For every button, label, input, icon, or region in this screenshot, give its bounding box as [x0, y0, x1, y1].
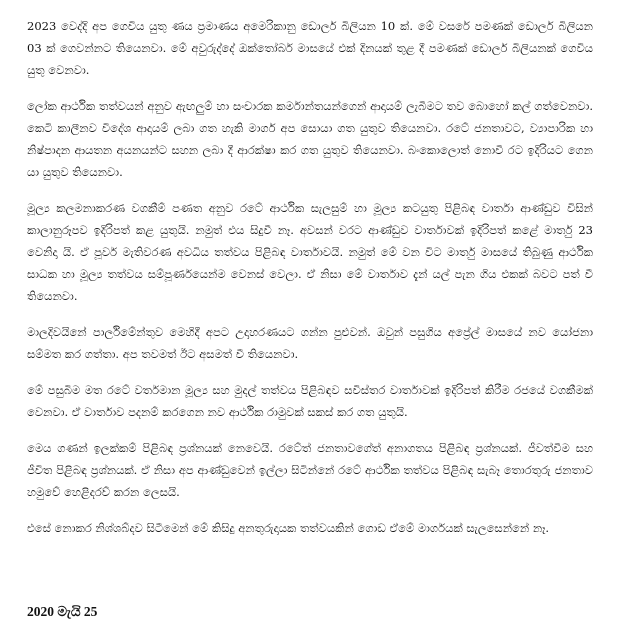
paragraph-government-responsibility: මේ පසුබිම මත රටේ වර්තමාන මූල්‍ය සහ මුදල් තත්වය පිළිබඳව සවිස්තර වාර්තාවක් ඉදිරිපත් කිරීම රජයේ වගකීමක් වෙනවා. ඒ වාර්තාව පදනම් කරගෙන නව ආර්ථික රාමුවක් සකස් කර ගත යුතුයි.	[27, 383, 593, 419]
paragraph-closing: එසේ නොකර නිශ්ශබ්දව සිටීමෙන් මේ කිසිදු අනතුරුදායක තත්වයකින් ගොඩ ඒමේ මාර්ගයක් සැලසෙන්නේ නෑ.	[27, 521, 550, 535]
paragraph-public-question: මෙය ගණන් ඉලක්කම් පිළිබඳ ප්‍රශ්නයක් නෙවෙයි. රටේත් ජනතාවගේත් අනාගතය පිළිබඳ ප්‍රශ්නයක්. ජීවත්වීම සහ ජීවිත පිළිබඳ ප්‍රශ්නයක්. ඒ නිසා අප ආණ්ඩුවෙන් ඉල්ලා සිටින්නේ රටේ ආර්ථික තත්වය පිළිබඳ සැබෑ තොරතුරු ජනතාව හමුවේ හෙළිදරව් කරන ලෙසයි.	[27, 441, 593, 499]
paragraph-foreign-income: ලෝක ආර්ථික තත්වයන් අනුව ඇඟලුම් හා සංචාරක කර්මාන්තයන්ගෙන් ආදායම් ලැබීමට තව බොහෝ කල් ගත්වෙනවා. කෙටි කාලීනව විදේශ ආදායම් ලබා ගත හැකි මාර්ග අප සොයා ගත යුතුව තියෙනවා. රටේ ජනතාවට, ව්‍යාපාරික හා නිෂ්පාදන ආයතන අයනයන්ට සහන ලබා දී ආරක්ෂා කර ගත යුතුව තියෙනවා. බංකොලොත් නොවී රට ඉදිරියට ගෙන යා යුතුව තියෙනවා.	[27, 99, 593, 179]
document-date: 2020 මැයි 25	[27, 604, 98, 619]
paragraph-fiscal-reports: මූල්‍ය කලමනාකරණ වගකීම් පණත අනුව රටේ ආර්ථික සැලසුම් හා මූල්‍ය කටයුතු පිළිබඳ වාර්තා ආණ්ඩුව විසින් කාලානුරූපව ඉදිරිපත් කළ යුතුයි. නමුත් එය සිදුවී නෑ. අවසන් වරට ආණ්ඩුව වාර්තාවක් ඉදිරිපත් කළේ මාර්තු 23 වෙනිදා යි. ඒ පූර්ව මැතිවරණ අවධිය තත්වය පිළිබඳ වාර්තාවයි. නමුත් මේ වන විට මාර්තු මාසයේ තිබුණු ආර්ථික සාධක හා මූල්‍ය තත්වය සම්පූර්ණයෙන්ම වෙනස් වෙලා. ඒ නිසා මේ වාර්තාව දැන් යල් පැන ගිය එකක් බවට පත් වී තියෙනවා.	[27, 201, 593, 303]
paragraph-debt-payments: 2023 වෙද්දි අප ගෙවිය යුතු ණය ප්‍රමාණය අමෙරිකානු ඩොලර් බිලියන 10 ක්. මේ වසරේ පමණක් ඩොලර් බිලියන 03 ක් ගෙවන්නට තියෙනවා. මේ අවුරුද්දේ ඔක්තෝබර් මාසයේ එක් දිනයක් තුළ දී පමණක් ඩොලර් බිලියනක් ගෙවිය යුතු වෙනවා.	[27, 19, 593, 77]
paragraph-maldives-example: මාලදිවයිනේ පාර්ලිමේන්තුව මෙහිදී අපට උදාහරණයට ගන්න පුළුවන්. ඔවුන් පසුගිය අප්‍රේල් මාසයේ නව යෝජනා සම්මත කර ගත්තා. අප තවමත් ඊට අසමත් වී තියෙනවා.	[27, 325, 593, 361]
document-body	[27, 15, 593, 553]
